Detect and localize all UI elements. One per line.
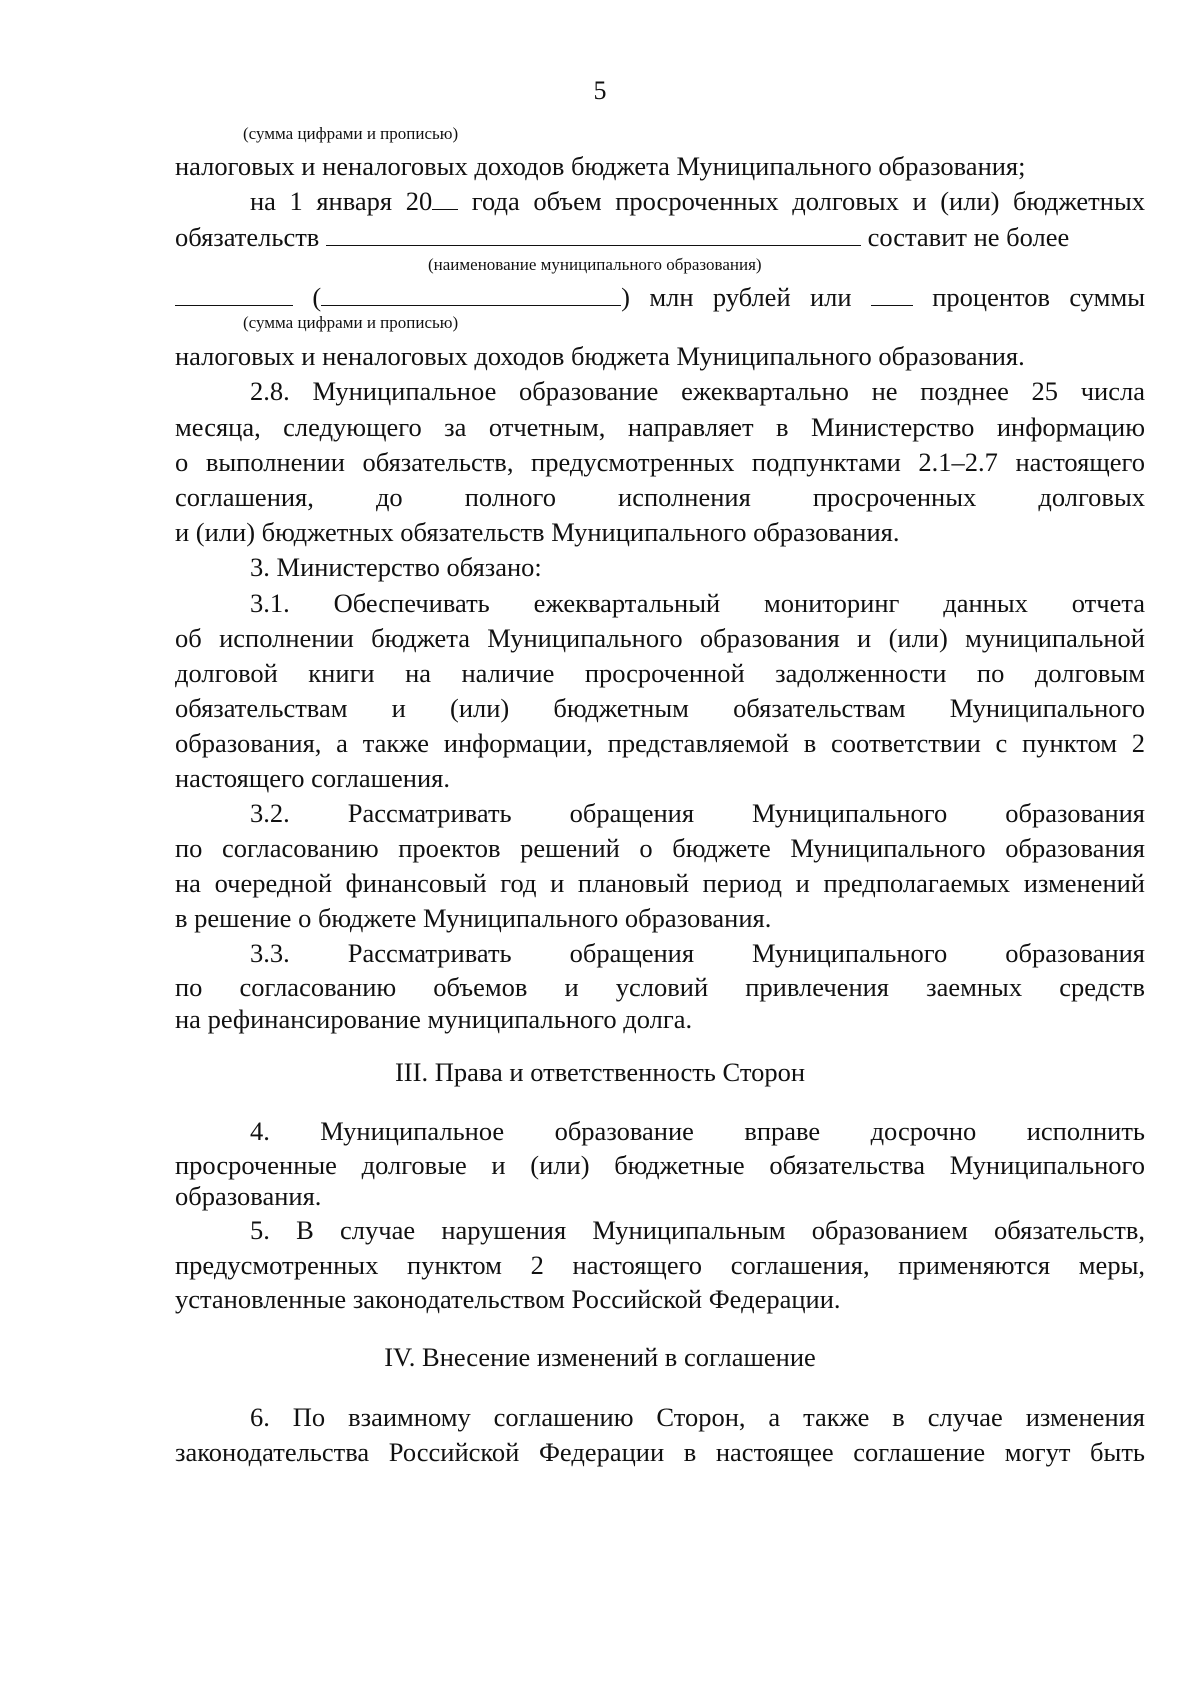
para-4-line: просроченные долговые и (или) бюджетные обязательства Муниципального: [175, 1150, 1145, 1180]
para-3-3-line: на рефинансирование муниципального долга.: [175, 1004, 693, 1034]
page-number: 5: [593, 76, 607, 105]
line-d: налоговых и неналоговых доходов бюджета Муниципального образования.: [175, 341, 1025, 371]
line-c: ( ) млн рублей или процентов суммы: [175, 279, 1145, 316]
section-heading-4: IV. Внесение изменений в соглашение: [384, 1342, 816, 1372]
para-3-3-line: по согласованию объемов и условий привлечения заемных средств: [175, 972, 1145, 1002]
para-2-8-line: соглашения, до полного исполнения просроченных долговых: [175, 482, 1145, 512]
para-5-line: предусмотренных пунктом 2 настоящего соглашения, применяются меры,: [175, 1250, 1145, 1280]
para-3-2-line: 3.2. Рассматривать обращения Муниципального образования: [250, 798, 1145, 828]
para-6-line: законодательства Российской Федерации в настоящее соглашение могут быть: [175, 1437, 1145, 1467]
para-3-2-line: в решение о бюджете Муниципального образования.: [175, 903, 772, 933]
line-b1: на 1 января 20 года объем просроченных долговых и (или) бюджетных: [250, 186, 1146, 216]
para-3-2-line: по согласованию проектов решений о бюджете Муниципального образования: [175, 833, 1145, 863]
para-3-1-line: 3.1. Обеспечивать ежеквартальный мониторинг данных отчета: [250, 588, 1145, 618]
para-5-line: установленные законодательством Российской Федерации.: [175, 1284, 841, 1314]
para-2-8-line: 2.8. Муниципальное образование ежеквартально не позднее 25 числа: [250, 376, 1145, 406]
caption-sum-1: (сумма цифрами и прописью): [243, 124, 459, 143]
para-6-line: 6. По взаимному соглашению Сторон, а также в случае изменения: [250, 1402, 1145, 1432]
para-3-1-line: образования, а также информации, представляемой в соответствии с пунктом 2: [175, 728, 1145, 758]
para-2-8-line: о выполнении обязательств, предусмотренных подпунктами 2.1–2.7 настоящего: [175, 447, 1145, 477]
para-3-1-line: настоящего соглашения.: [175, 763, 450, 793]
blank-municipality-name: [326, 221, 861, 246]
blank-sum-digits: [175, 281, 293, 306]
section-heading-3: III. Права и ответственность Сторон: [394, 1057, 805, 1087]
para-4-line: образования.: [175, 1181, 322, 1211]
para-3: 3. Министерство обязано:: [250, 552, 542, 582]
para-3-2-line: на очередной финансовый год и плановый период и предполагаемых изменений: [175, 868, 1145, 898]
caption-sum-2: (сумма цифрами и прописью): [243, 313, 459, 332]
caption-name: (наименование муниципального образования): [428, 255, 762, 274]
para-3-3-line: 3.3. Рассматривать обращения Муниципального образования: [250, 938, 1145, 968]
blank-sum-words: [321, 281, 621, 306]
blank-year: [432, 185, 458, 210]
para-2-8-line: месяца, следующего за отчетным, направляет в Министерство информацию: [175, 412, 1145, 442]
line-b2: обязательств составит не более: [175, 222, 1070, 252]
para-3-1-line: об исполнении бюджета Муниципального образования и (или) муниципальной: [175, 623, 1145, 653]
para-2-8-line: и (или) бюджетных обязательств Муниципального образования.: [175, 517, 900, 547]
blank-percent: [871, 281, 913, 306]
para-3-1-line: обязательствам и (или) бюджетным обязательствам Муниципального: [175, 693, 1145, 723]
para-4-line: 4. Муниципальное образование вправе досрочно исполнить: [250, 1116, 1145, 1146]
line-a: налоговых и неналоговых доходов бюджета Муниципального образования;: [175, 151, 1026, 181]
para-5-line: 5. В случае нарушения Муниципальным образованием обязательств,: [250, 1215, 1145, 1245]
para-3-1-line: долговой книги на наличие просроченной задолженности по долговым: [175, 658, 1145, 688]
